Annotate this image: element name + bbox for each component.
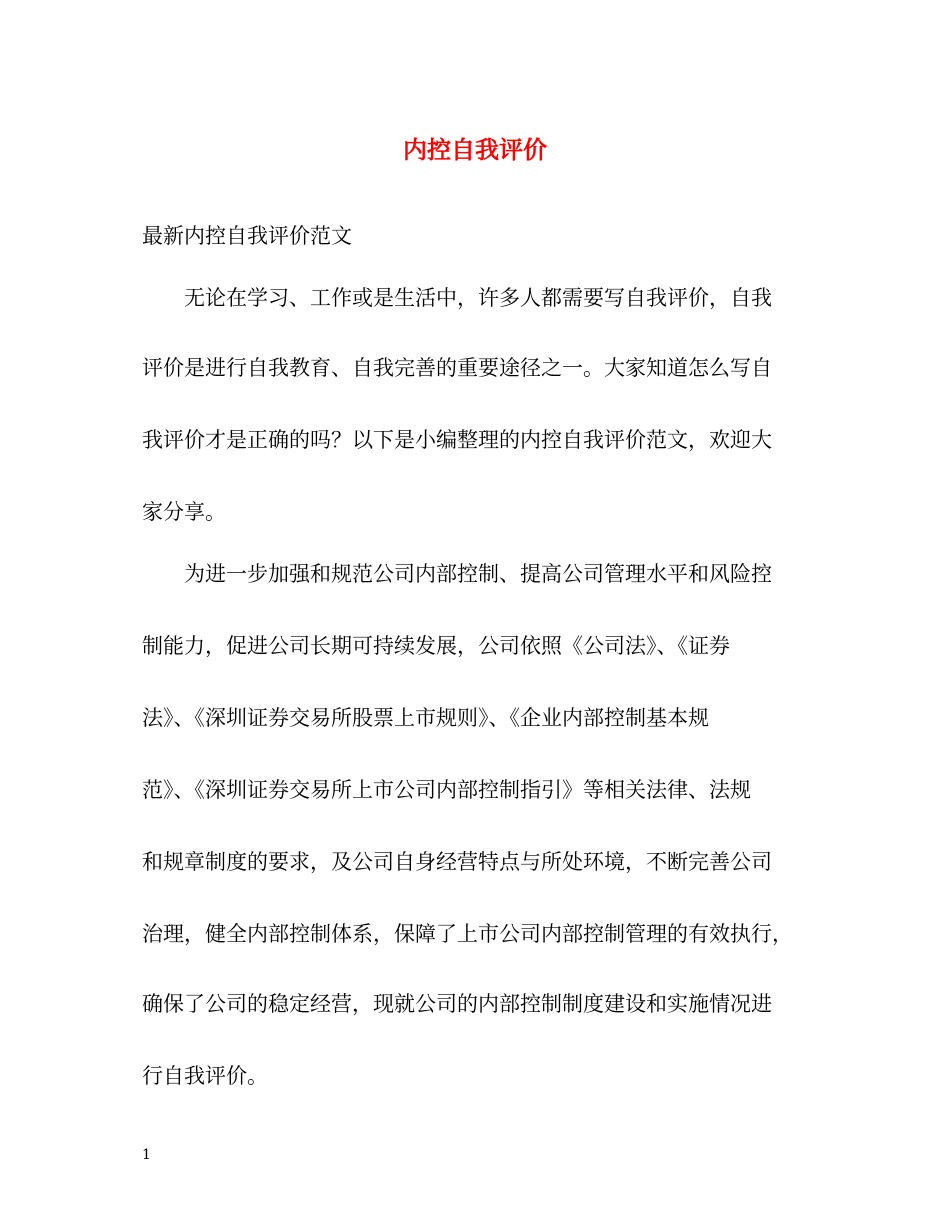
- paragraph-line: 法》、《深圳证券交易所股票上市规则》、《企业内部控制基本规: [142, 706, 709, 730]
- paragraph-line: 和规章制度的要求，及公司自身经营特点与所处环境，不断完善公司: [142, 850, 772, 874]
- paragraph-line: 行自我评价。: [142, 1064, 268, 1088]
- page-number: 1: [142, 1147, 151, 1163]
- document-subtitle: 最新内控自我评价范文: [142, 224, 352, 248]
- paragraph-line: 制能力，促进公司长期可持续发展，公司依照《公司法》、《证券: [142, 634, 730, 658]
- document-title: 内控自我评价: [403, 135, 547, 164]
- paragraph-line: 无论在学习、工作或是生活中，许多人都需要写自我评价，自我: [184, 286, 772, 310]
- paragraph-line: 为进一步加强和规范公司内部控制、提高公司管理水平和风险控: [184, 562, 772, 586]
- paragraph-line: 确保了公司的稳定经营，现就公司的内部控制制度建设和实施情况进: [142, 992, 772, 1016]
- paragraph-line: 范》、《深圳证券交易所上市公司内部控制指引》等相关法律、法规: [142, 778, 751, 802]
- paragraph-line: 治理，健全内部控制体系，保障了上市公司内部控制管理的有效执行，: [142, 922, 793, 946]
- paragraph-line: 家分享。: [142, 500, 226, 524]
- paragraph-line: 评价是进行自我教育、自我完善的重要途径之一。大家知道怎么写自: [142, 356, 772, 380]
- paragraph-line: 我评价才是正确的吗？以下是小编整理的内控自我评价范文，欢迎大: [142, 428, 772, 452]
